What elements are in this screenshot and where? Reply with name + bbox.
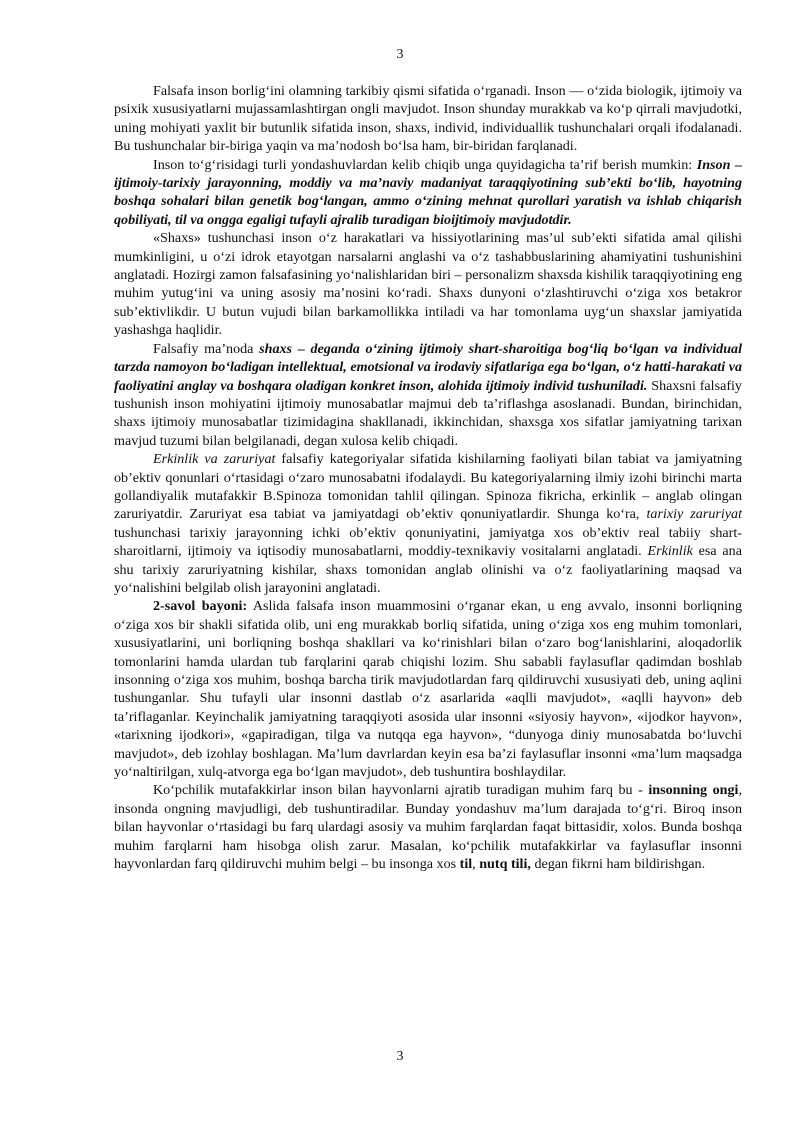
text-run: , bbox=[472, 856, 480, 873]
paragraph bbox=[114, 450, 742, 597]
text-run: degan fikrni ham bildirishgan. bbox=[530, 856, 706, 873]
paragraph bbox=[114, 781, 742, 873]
emphasized-text: Inson – ijtimoiy-tarixiy jarayonning, moddiy va maʼnaviy madaniyat taraqqiyotining subʼekti boʻlib, hayotning boshqa sohalari bilan genetik bogʻlangan, ammo oʻzining mehnat qurollari yaratish va ishlab chiqarish qobiliyati, til va ongga egaligi tufayli ajralib turadigan bioijtimoiy mavjudotdir. bbox=[114, 156, 742, 228]
emphasized-text: tarixiy zaruriyat bbox=[646, 506, 742, 523]
text-run: esa ana shu tarixiy zaruriyatning kishilar, shaxs tomonidan anglab olinishi va oʻz faoliyatlarining maqsad va yoʻnalishini belgilab olish jarayonini anglatadi. bbox=[114, 543, 742, 596]
paragraph bbox=[114, 156, 742, 230]
text-run: Falsafiy maʼnoda bbox=[153, 340, 260, 357]
paragraph bbox=[114, 82, 742, 156]
emphasized-text: Erkinlik va zaruriyat bbox=[153, 451, 276, 468]
text-run: Inson toʻgʻrisidagi turli yondashuvlardan kelib chiqib unga quyidagicha taʼrif berish mumkin: bbox=[153, 156, 697, 173]
text-run: Shaxsni falsafiy tushunish inson mohiyatini ijtimoiy munosabatlar majmui deb taʼriflashga asoslanadi. Bundan, birinchidan, shaxs ijtimoiy munosabatlar tizimidagina shakllanadi, ikkinchidan, shaxsga xos sifatlar jamiyatning tarixan mavjud tuzumi bilan belgilanadi, degan xulosa kelib chiqadi. bbox=[114, 377, 742, 449]
text-run: Falsafa inson borligʻini olamning tarkibiy qismi sifatida oʻrganadi. Inson — oʻzida biologik, ijtimoiy va psixik xususiyatlarni mujassamlashtirgan ongli mavjudot. Inson shunday murakkab va koʻp qirrali mavjudotki, uning mohiyati yaxlit bir butunlik sifatida inson, shaxs, individ, individuallik tushunchalari orqali ifodalanadi. Bu tushunchalar bir-biriga yaqin va maʼnodosh boʻlsa ham, bir-biridan farqlanadi. bbox=[114, 83, 742, 155]
paragraph bbox=[114, 340, 742, 450]
emphasized-text: shaxs – deganda oʻzining ijtimoiy shart-sharoitiga bogʻliq boʻlgan va individual tarzda namoyon boʻladigan intellektual, emotsional va irodaviy sifatlariga ega boʻlgan, oʻz hatti-harakati va faoliyatini anglay va boshqara oladigan konkret inson, alohida ijtimoiy individ tushuniladi. bbox=[114, 340, 743, 394]
text-run: «Shaxs» tushunchasi inson oʻz harakatlari va hissiyotlarining masʼul subʼekti sifatida amal qilishi mumkinligini, u oʻzi idrok etayotgan narsalarni anglashi va oʻz tashabbuslarining ahamiyatini tushunishini anglatadi. Hozirgi zamon falsafasining yoʻnalishlaridan biri – personalizm shaxsda kishilik taraqqiyotining eng muhim yutugʻini va uning asosiy maʼnosini koʻradi. Shaxs dunyoni oʻzlashtiruvchi oʻziga xos betakror subʼektivlikdir. U butun vujudi bilan barkamollikka intiladi va har tomonlama uygʻun shaxslar jamiyatida yashashga haqlidir. bbox=[114, 230, 742, 339]
page-number-top: 3 bbox=[396, 47, 404, 62]
emphasized-text: Erkinlik bbox=[647, 543, 693, 560]
paragraph bbox=[114, 229, 742, 339]
text-run: Koʻpchilik mutafakkirlar inson bilan hayvonlarni ajratib turadigan muhim farq bu - bbox=[153, 782, 649, 799]
page-number-bottom: 3 bbox=[396, 1049, 404, 1064]
emphasized-text: til bbox=[459, 856, 473, 873]
emphasized-text: 2-savol bayoni: bbox=[153, 598, 248, 615]
paragraph bbox=[114, 597, 742, 781]
document-body bbox=[114, 82, 742, 873]
text-run: tushunchasi tarixiy jarayonning ichki obʼektiv qonuniyatini, jamiyatga xos obʼektiv real tabiiy shart-sharoitlarni, ijtimoiy va iqtisodiy munosabatlarni, moddiy-texnikaviy vositalarni anglatadi. bbox=[114, 524, 742, 560]
emphasized-text: nutq tili, bbox=[479, 856, 531, 873]
text-run: Aslida falsafa inson muammosini oʻrganar ekan, u eng avvalo, insonni borliqning oʻziga xos bir shakli sifatida olib, uni eng murakkab borliq sifatida, uning oʻziga xos eng muhim tomonlari, xususiyatlarini, uni borliqning boshqa shakllari va koʻrinishlari bilan oʻzaro bogʻlanishlarini, aloqadorlik tomonlarini hamda ulardan tub farqlarini qarab chiqishi lozim. Shu sababli faylasuflar qadimdan boshlab insonning oʻziga xos muhim, boshqa barcha tirik mavjudotlardan farq qildiruvchi xususiyati deb, uning aqlini tushunganlar. Shu tufayli ular insonni dastlab oʻz asarlarida «aqlli mavjudot», «aqlli hayvon» deb taʼriflaganlar. Keyinchalik jamiyatning taraqqiyoti asosida ular insonni «siyosiy hayvon», «ijodkor hayvon», «tarixning ijodkori», «gapiradigan, tilga va nutqqa ega hayvon», “dunyoga diniy munosabatda boʻluvchi mavjudot», deb izohlay boshlagan. Maʼlum davrlardan keyin esa baʼzi faylasuflar insonni «maʼlum maqsadga yoʻnaltirilgan, xulq-atvorga ega boʻlgan mavjudot», deb tushuntira boshlaydilar. bbox=[114, 598, 742, 781]
text-run: falsafiy kategoriyalar sifatida kishilarning faoliyati bilan tabiat va jamiyatning obʼektiv qonunlari oʻrtasidagi oʻzaro munosabatni ifodalaydi. Bu kategoriyalarning ilmiy izohi birinchi marta gollandiyalik mutafakkir B.Spinoza tomonidan tahlil qilingan. Spinoza fikricha, erkinlik – anglab olingan zaruriyatdir. Zaruriyat esa tabiat va jamiyatdagi obʼektiv qonuniyatlardir. Shunga koʻra, bbox=[114, 451, 742, 523]
emphasized-text: insonning ongi bbox=[648, 782, 739, 799]
text-run: , insonda ongning mavjudligi, deb tushuntiradilar. Bunday yondashuv maʼlum darajada toʻgʻri. Biroq inson bilan hayvonlar oʻrtasidagi bu farq ulardagi asosiy va muhim farqlardan faqat bittasidir, xolos. Bunda boshqa muhim farqlarni ham hisobga olish zarur. Masalan, koʻpchilik mutafakkirlar va faylasuflar insonni hayvonlardan farq qildiruvchi muhim belgi – bu insonga xos bbox=[114, 782, 743, 873]
